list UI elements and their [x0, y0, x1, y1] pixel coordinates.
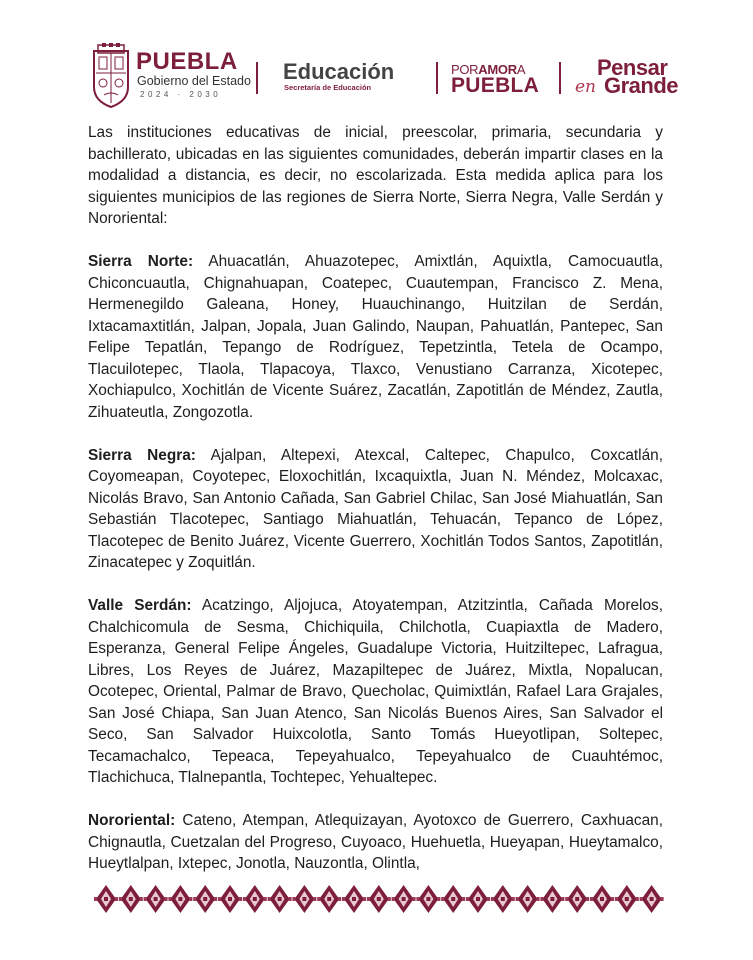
logo-divider	[436, 62, 438, 94]
embroidery-motif	[392, 885, 416, 913]
puebla-logo-years: 2024 · 2030	[140, 90, 222, 99]
region-municipalities: Ahuacatlán, Ahuazotepec, Amixtlán, Aquixtla, Camocuautla, Chiconcuautla, Chignahuapan, Coatepec, Cuautempan, Francisco Z. Mena, Hermenegildo Galeana, Honey, Huauchinango, Huitzilan de Serdán, Ixtacamaxtitlán, Jalpan, Jopala, Juan Galindo, Naupan, Pahuatlán, Pantepec, San Felipe Tepatlán, Tepango de Rodríguez, Tepetzintla, Tetela de Ocampo, Tlacuilotepec, Tlaola, Tlapacoya, Tlaxco, Venustiano Carranza, Xicotepec, Xochiapulco, Xochitlán de Vicente Suárez, Zacatlán, Zapotitlán de Méndez, Zautla, Zihuateutla, Zongozotla.	[88, 253, 663, 421]
region-name: Sierra Negra:	[88, 446, 196, 464]
header-logos	[0, 0, 753, 120]
embroidery-motif	[243, 885, 267, 913]
embroidery-motif	[218, 885, 242, 913]
puebla-logo-title: PUEBLA	[136, 48, 238, 75]
embroidery-motif	[367, 885, 391, 913]
embroidery-motif	[491, 885, 515, 913]
region-paragraph-sierra-norte	[88, 251, 663, 423]
embroidery-motif	[168, 885, 192, 913]
embroidery-motif	[466, 885, 490, 913]
embroidery-motif	[144, 885, 168, 913]
embroidery-pattern-icon	[94, 883, 670, 915]
logo-divider	[559, 62, 561, 94]
puebla-logo-subtitle: Gobierno del Estado	[137, 74, 251, 88]
region-municipalities: Acatzingo, Aljojuca, Atoyatempan, Atzitzintla, Cañada Morelos, Chalchicomula de Sesma, Chichiquila, Chilchotla, Cuapiaxtla de Madero, Esperanza, General Felipe Ángeles, Guadalupe Victoria, Huitziltepec, Lafragua, Libres, Los Reyes de Juárez, Mazapiltepec de Juárez, Mixtla, Nopalucan, Ocotepec, Oriental, Palmar de Bravo, Quecholac, Quimixtlán, Rafael Lara Grajales, San José Chiapa, San Juan Atenco, San Nicolás Buenos Aires, San Salvador el Seco, San Salvador Huixcolotla, Santo Tomás Hueyotlipan, Soltepec, Tecamachalco, Tepeaca, Tepeyahualco, Tepeyahualco de Cuauhtémoc, Tlachichuca, Tlalnepantla, Tochtepec, Yehualtepec.	[88, 597, 663, 786]
educacion-logo-title: Educación	[283, 59, 395, 84]
embroidery-motif	[615, 885, 639, 913]
pensar-logo-top: Pensar	[597, 55, 668, 80]
pensar-logo-en: en	[575, 77, 597, 97]
region-name: Valle Serdán:	[88, 597, 192, 614]
region-paragraph-valle-serdan	[88, 595, 663, 789]
embroidery-motif	[416, 885, 440, 913]
por-amor-logo-top: PORAMORA	[451, 62, 526, 77]
intro-paragraph: Las instituciones educativas de inicial, preescolar, primaria, secundaria y bachillerato, ubicadas en las siguientes comunidades, deberán impartir clases en la modalidad a distancia, es decir, no escolarizada. Esta medida aplica para los siguientes municipios de las regiones de Sierra Norte, Sierra Negra, Valle Serdán y Nororiental:	[88, 124, 663, 227]
embroidery-motif	[94, 885, 118, 913]
embroidery-motif	[119, 885, 143, 913]
embroidery-motif	[590, 885, 614, 913]
region-name: Sierra Norte:	[88, 253, 194, 270]
document-body	[88, 122, 663, 896]
pensar-logo-bottom: Grande	[604, 73, 679, 98]
region-name: Nororiental:	[88, 812, 176, 829]
embroidery-motif	[317, 885, 341, 913]
embroidery-motif	[268, 885, 292, 913]
embroidery-motif	[540, 885, 564, 913]
por-amor-logo-bottom: PUEBLA	[451, 74, 540, 97]
region-paragraph-sierra-negra	[88, 445, 663, 574]
embroidery-motif	[342, 885, 366, 913]
embroidery-motif	[640, 885, 664, 913]
region-municipalities: Ajalpan, Altepexi, Atexcal, Caltepec, Chapulco, Coxcatlán, Coyomeapan, Coyotepec, Eloxochitlán, Ixcaquixtla, Juan N. Méndez, Molcaxac, Nicolás Bravo, San Antonio Cañada, San Gabriel Chilac, San José Miahuatlán, San Sebastián Tlacotepec, Santiago Miahuatlán, Tehuacán, Tepanco de López, Tlacotepec de Benito Juárez, Vicente Guerrero, Xochitlán Todos Santos, Zapotitlán, Zinacatepec y Zoquitlán.	[88, 446, 663, 571]
region-paragraph-nororiental	[88, 810, 663, 875]
region-municipalities: Cateno, Atempan, Atlequizayan, Ayotoxco de Guerrero, Caxhuacan, Chignautla, Cuetzalan del Progreso, Cuyoaco, Huehuetla, Hueyapan, Hueytamalco, Hueytlalpan, Ixtepec, Jonotla, Nauzontla, Olintla,	[88, 812, 663, 872]
embroidery-motif	[441, 885, 465, 913]
embroidery-motif	[516, 885, 540, 913]
educacion-logo-subtitle: Secretaría de Educación	[284, 83, 372, 92]
embroidery-motif	[565, 885, 589, 913]
puebla-crest-icon	[90, 43, 132, 109]
embroidery-motif	[193, 885, 217, 913]
embroidery-motif	[292, 885, 316, 913]
logo-divider	[256, 62, 258, 94]
